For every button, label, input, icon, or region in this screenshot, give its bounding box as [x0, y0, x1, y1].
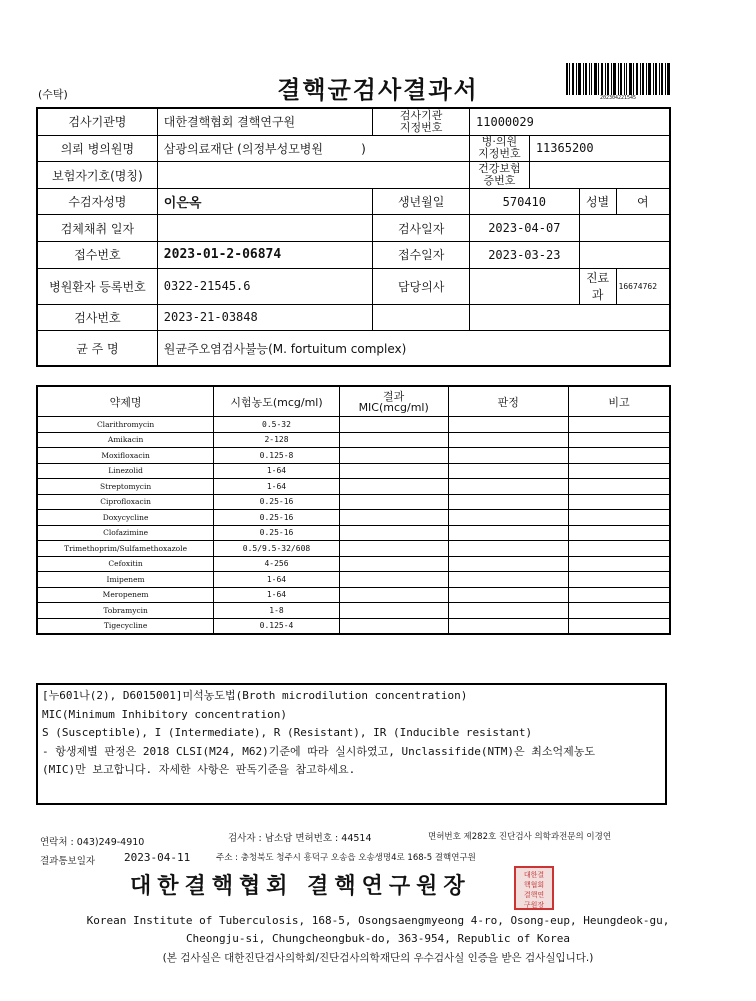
remark-cell	[568, 463, 670, 479]
drug-name-cell: Streptomycin	[37, 479, 214, 495]
strain-value: 원균주오염검사불능(M. fortuitum complex)	[157, 331, 670, 366]
judgement-cell	[448, 556, 568, 572]
col-header-remark: 비고	[568, 386, 670, 417]
test-conc-cell: 1-8	[214, 603, 340, 619]
drug-row	[37, 417, 670, 433]
patient-info-table	[36, 107, 671, 367]
remark-cell	[568, 448, 670, 464]
info-row	[37, 331, 670, 366]
judgement-cell	[448, 479, 568, 495]
col-header-mic: 결과 MIC(mcg/ml)	[339, 386, 448, 417]
info-row	[37, 108, 670, 135]
test-conc-cell: 1-64	[214, 463, 340, 479]
mic-result-cell	[339, 525, 448, 541]
note-line: [누601나(2), D6015001]미석농도법(Broth microdilution concentration)	[42, 689, 468, 702]
remark-cell	[568, 417, 670, 433]
patient-value: 이은옥	[157, 188, 372, 215]
test-conc-cell: 0.5/9.5-32/608	[214, 541, 340, 557]
test-conc-cell: 1-64	[214, 479, 340, 495]
note-line: - 항생제별 판정은 2018 CLSI(M24, M62)기준에 따라 실시하였고, Unclassifide(NTM)은 최소억제농도	[42, 744, 596, 758]
judgement-cell	[448, 463, 568, 479]
document-title: 결핵균검사결과서	[277, 76, 479, 104]
requester-value: 삼광의료재단 (의정부성모병원 )	[157, 135, 469, 162]
remark-cell	[568, 541, 670, 557]
drug-name-cell: Clofazimine	[37, 525, 214, 541]
drug-name-cell: Clarithromycin	[37, 417, 214, 433]
receipt-no-value: 2023-01-2-06874	[157, 242, 372, 269]
drug-table-header	[37, 386, 670, 417]
note-line: MIC(Minimum Inhibitory concentration)	[42, 707, 288, 721]
drug-row	[37, 479, 670, 495]
testing-org-value: 대한결핵협회 결핵연구원	[157, 108, 372, 135]
judgement-cell	[448, 587, 568, 603]
mic-result-cell	[339, 603, 448, 619]
drug-name-cell: Amikacin	[37, 432, 214, 448]
receipt-date-label: 접수일자	[373, 242, 470, 269]
remark-cell	[568, 432, 670, 448]
mic-result-cell	[339, 432, 448, 448]
dob-label: 생년월일	[373, 188, 470, 215]
strain-label: 균 주 명	[37, 331, 157, 366]
test-no-value: 2023-21-03848	[157, 304, 372, 331]
info-row	[37, 162, 670, 189]
remark-cell	[568, 525, 670, 541]
address-en-line1: Korean Institute of Tuberculosis, 168-5, Osongsaengmyeong 4-ro, Osong-eup, Heungdeok-gu,	[86, 914, 670, 927]
drug-row	[37, 494, 670, 510]
receipt-label: (수탁)	[38, 88, 68, 101]
drug-row	[37, 618, 670, 634]
drug-name-cell: Tobramycin	[37, 603, 214, 619]
drug-row	[37, 510, 670, 526]
info-row	[37, 188, 670, 215]
testing-org-label: 검사기관명	[37, 108, 157, 135]
dept-label: 진료과	[579, 268, 616, 304]
info-row	[37, 304, 670, 331]
mic-result-cell	[339, 417, 448, 433]
mic-result-cell	[339, 556, 448, 572]
health-ins-value	[529, 162, 670, 189]
test-conc-cell: 4-256	[214, 556, 340, 572]
remark-cell	[568, 603, 670, 619]
insurance-value	[157, 162, 469, 189]
test-conc-cell: 0.25-16	[214, 494, 340, 510]
barcode	[566, 63, 670, 95]
doctor-value	[470, 268, 580, 304]
drug-name-cell: Cefoxitin	[37, 556, 214, 572]
judgement-cell	[448, 432, 568, 448]
col-header-conc: 시험농도(mcg/ml)	[214, 386, 340, 417]
hospital-code-value: 11365200	[529, 135, 670, 162]
drug-row	[37, 587, 670, 603]
address-kr: 주소 : 충청북도 청주시 흥덕구 오송읍 오송생명4로 168-5 결핵연구원	[216, 853, 476, 863]
barcode-number: 202304221545	[599, 95, 637, 101]
org-code-label: 검사기관 지정번호	[373, 108, 470, 135]
health-ins-label: 건강보험 증번호	[470, 162, 530, 189]
drug-name-cell: Doxycycline	[37, 510, 214, 526]
drug-name-cell: Ciprofloxacin	[37, 494, 214, 510]
hospital-code-label: 병·의원 지정번호	[470, 135, 530, 162]
judgement-cell	[448, 618, 568, 634]
drug-name-cell: Meropenem	[37, 587, 214, 603]
official-seal: 대한결 핵협회 결핵연 구원장	[514, 866, 554, 910]
mic-result-cell	[339, 587, 448, 603]
judgement-cell	[448, 417, 568, 433]
judgement-cell	[448, 572, 568, 588]
dept-value: 16674762	[616, 268, 670, 304]
sex-label: 성별	[579, 188, 616, 215]
drug-name-cell: Imipenem	[37, 572, 214, 588]
drug-row	[37, 432, 670, 448]
test-conc-cell: 1-64	[214, 587, 340, 603]
note-line: S (Susceptible), I (Intermediate), R (Resistant), IR (Inducible resistant)	[42, 726, 533, 739]
report-date-value: 2023-04-11	[124, 851, 191, 864]
mic-result-cell	[339, 448, 448, 464]
judgement-cell	[448, 494, 568, 510]
drug-name-cell: Trimethoprim/Sulfamethoxazole	[37, 541, 214, 557]
mic-result-cell	[339, 463, 448, 479]
patient-label: 수검자성명	[37, 188, 157, 215]
address-en-line2: Cheongju-si, Chungcheongbuk-do, 363-954, Republic of Korea	[185, 932, 571, 945]
drug-row	[37, 541, 670, 557]
test-conc-cell: 0.25-16	[214, 525, 340, 541]
test-no-label: 검사번호	[37, 304, 157, 331]
receipt-date-value: 2023-03-23	[470, 242, 580, 269]
drug-row	[37, 525, 670, 541]
drug-row	[37, 556, 670, 572]
info-row	[37, 135, 670, 162]
examiner: 검사자 : 남소담 면허번호 : 44514	[228, 833, 372, 844]
drug-row	[37, 572, 670, 588]
drug-row	[37, 463, 670, 479]
test-conc-cell: 2-128	[214, 432, 340, 448]
test-conc-cell: 0.25-16	[214, 510, 340, 526]
info-row	[37, 215, 670, 242]
hospital-reg-value: 0322-21545.6	[157, 268, 372, 304]
collect-date-label: 검체채취 일자	[37, 215, 157, 242]
empty-cell	[579, 242, 670, 269]
mic-result-cell	[339, 510, 448, 526]
empty-cell	[470, 304, 670, 331]
physician: 면허번호 제282호 진단검사 의학과전문의 이경연	[428, 832, 612, 842]
info-row	[37, 268, 670, 304]
empty-cell	[373, 304, 470, 331]
judgement-cell	[448, 603, 568, 619]
col-header-judgement: 판정	[448, 386, 568, 417]
remark-cell	[568, 479, 670, 495]
remark-cell	[568, 572, 670, 588]
contact: 연락처 : 043)249-4910	[40, 837, 145, 848]
test-conc-cell: 1-64	[214, 572, 340, 588]
col-header-drug: 약제명	[37, 386, 214, 417]
drug-name-cell: Tigecycline	[37, 618, 214, 634]
notes-box	[36, 683, 667, 805]
remark-cell	[568, 494, 670, 510]
remark-cell	[568, 587, 670, 603]
note-line: (MIC)만 보고합니다. 자세한 사항은 판독기준을 참고하세요.	[42, 763, 356, 776]
test-date-label: 검사일자	[373, 215, 470, 242]
test-conc-cell: 0.125-4	[214, 618, 340, 634]
drug-row	[37, 603, 670, 619]
mic-result-cell	[339, 572, 448, 588]
test-conc-cell: 0.5-32	[214, 417, 340, 433]
drug-name-cell: Linezolid	[37, 463, 214, 479]
dob-value: 570410	[470, 188, 580, 215]
doctor-label: 담당의사	[373, 268, 470, 304]
remark-cell	[568, 510, 670, 526]
mic-result-cell	[339, 541, 448, 557]
organization-name: 대한결핵협회 결핵연구원장	[130, 873, 471, 899]
receipt-no-label: 접수번호	[37, 242, 157, 269]
empty-cell	[579, 215, 670, 242]
drug-name-cell: Moxifloxacin	[37, 448, 214, 464]
drug-table	[36, 385, 671, 635]
collect-date-value	[157, 215, 372, 242]
test-date-value: 2023-04-07	[470, 215, 580, 242]
hospital-reg-label: 병원환자 등록번호	[37, 268, 157, 304]
judgement-cell	[448, 541, 568, 557]
mic-result-cell	[339, 479, 448, 495]
mic-result-cell	[339, 494, 448, 510]
judgement-cell	[448, 525, 568, 541]
certification-note: (본 검사실은 대한진단검사의학회/진단검사의학재단의 우수검사실 인증을 받은 검사실입니다.)	[162, 952, 594, 964]
judgement-cell	[448, 448, 568, 464]
remark-cell	[568, 618, 670, 634]
judgement-cell	[448, 510, 568, 526]
remark-cell	[568, 556, 670, 572]
drug-row	[37, 448, 670, 464]
sex-value: 여	[616, 188, 670, 215]
org-code-value: 11000029	[470, 108, 670, 135]
info-row	[37, 242, 670, 269]
mic-result-cell	[339, 618, 448, 634]
insurance-label: 보험자기호(명칭)	[37, 162, 157, 189]
report-date-label: 결과통보일자	[40, 856, 96, 867]
requester-label: 의뢰 병의원명	[37, 135, 157, 162]
test-conc-cell: 0.125-8	[214, 448, 340, 464]
